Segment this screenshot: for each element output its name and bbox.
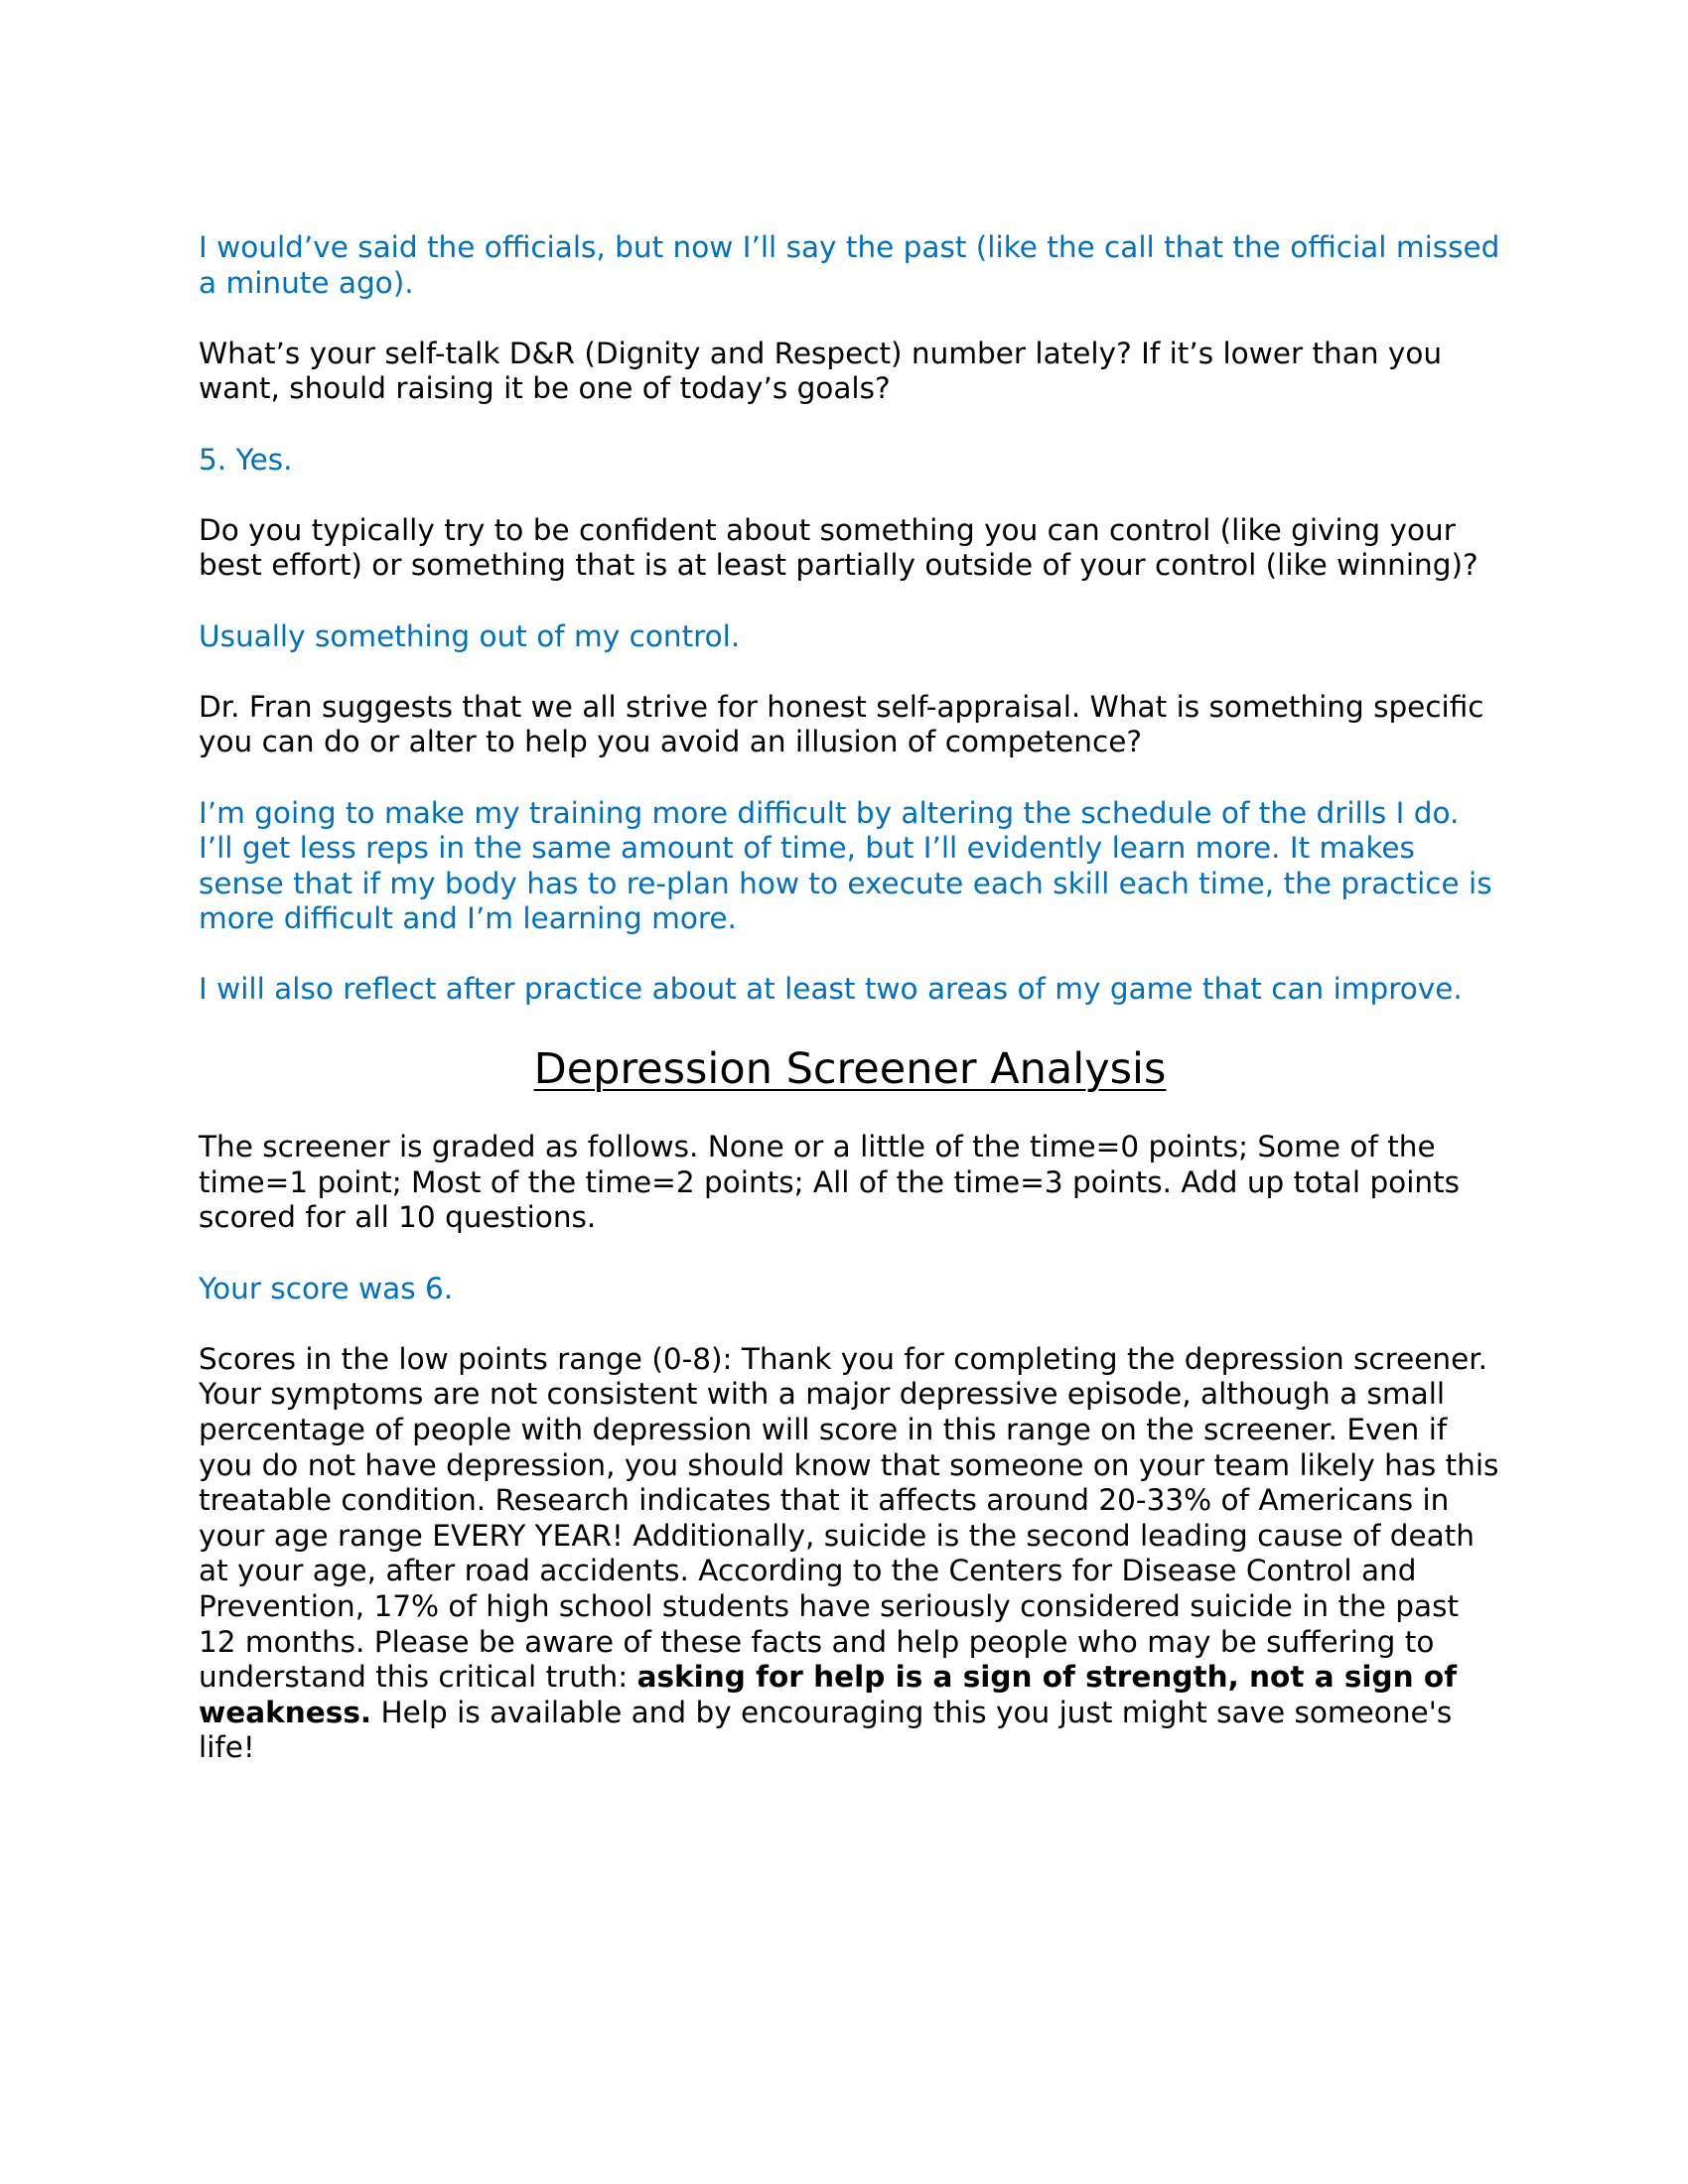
interpretation-intro: Scores in the low points range (0-8): Thank you for completing the depression screener. Your symptoms are not consistent with a major depressive episode, although a small percentage of people with depression will score in this range on the screener. Even if you do not have depression, you should know that someone on your team likely has this treatable condition. Research indicates that it affects around 20-33% of Americans in your age range EVERY YEAR! Additionally, suicide is the second leading cause of death at your age, after road accidents. According to the Centers for Disease Control and Prevention, 17% of high school students have seriously considered suicide in the past 12 months. Please be aware of these facts and help people who may be suffering to understand this critical truth: (199, 1341, 1499, 1695)
section-title: Depression Screener Analysis (533, 1043, 1167, 1094)
answer-confidence: Usually something out of my control. (199, 618, 741, 653)
answer-self-appraisal-reflect: I will also reflect after practice about at least two areas of my game that can improve. (199, 972, 1463, 1007)
answer-officials: I would’ve said the officials, but now I’ll say the past (like the call that the official missed a minute ago). (199, 230, 1500, 300)
answer-self-appraisal-training: I’m going to make my training more difficult by altering the schedule of the drills I do. I’ll get less reps in the same amount of time, but I’ll evidently learn more. It makes sense that if my body has to re-plan how to execute each skill each time, the practice is more difficult and I’m learning more. (199, 795, 1492, 936)
question-confidence: Do you typically try to be confident about something you can control (like giving your best effort) or something that is at least partially outside of your control (like winning)? (199, 512, 1478, 583)
answer-dignity-respect: 5. Yes. (199, 442, 293, 477)
interpretation-closing: Help is available and by encouraging this you just might save someone's life! (199, 1695, 1453, 1765)
document-page (199, 230, 1501, 1802)
question-dignity-respect: What’s your self-talk D&R (Dignity and Respect) number lately? If it’s lower than you want, should raising it be one of today’s goals? (199, 336, 1443, 406)
score-interpretation (199, 1342, 1501, 1766)
question-self-appraisal: Dr. Fran suggests that we all strive for honest self-appraisal. What is something specific you can do or alter to help you avoid an illusion of competence? (199, 689, 1484, 759)
interpretation-emphasis: asking for help is a sign of strength, not a sign of weakness. (199, 1660, 1458, 1729)
grading-explanation: The screener is graded as follows. None or a little of the time=0 points; Some of the time=1 point; Most of the time=2 points; All of the time=3 points. Add up total points scored for all 10 questions. (199, 1130, 1461, 1235)
score-result: Your score was 6. (199, 1271, 454, 1305)
